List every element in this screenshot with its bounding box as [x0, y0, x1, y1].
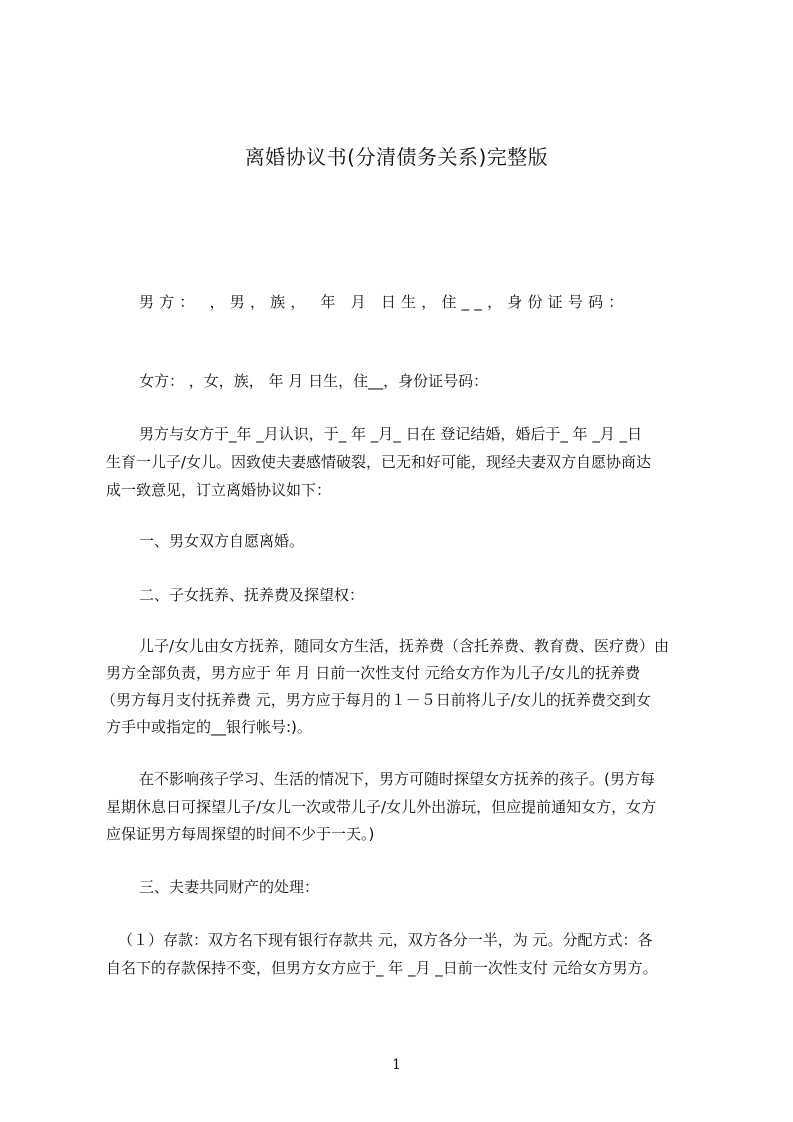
husband-info-line: 男方： ，男，族， 年 月 日生，住__，身份证号码： — [139, 293, 629, 311]
section-heading-property: 三、夫妻共同财产的处理： — [139, 878, 320, 896]
visitation-line-1: 在不影响孩子学习、生活的情况下，男方可随时探望女方抚养的孩子。(男方每 — [139, 770, 655, 788]
document-title: 离婚协议书(分清债务关系)完整版 — [244, 145, 549, 169]
intro-line-2: 生育一儿子/女儿。因致使夫妻感情破裂，已无和好可能，现经夫妻双方自愿协商达 — [106, 453, 652, 471]
wife-info-line: 女方： ，女，族， 年 月 日生，住__，身份证号码： — [139, 372, 489, 390]
savings-line-2: 自名下的存款保持不变，但男方女方应于_ 年 _月 _日前一次性支付 元给女方男方。 — [106, 959, 658, 977]
page-number: 1 — [392, 1057, 401, 1073]
savings-line-1: （１）存款：双方名下现有银行存款共 元，双方各分一半，为 元。分配方式：各 — [118, 931, 653, 949]
custody-line-1: 儿子/女儿由女方抚养，随同女方生活，抚养费（含托养费、教育费、医疗费）由 — [139, 637, 670, 655]
visitation-line-2: 星期休息日可探望儿子/女儿一次或带儿子/女儿外出游玩，但应提前通知女方，女方 — [106, 798, 657, 816]
visitation-line-3: 应保证男方每周探望的时间不少于一天。) — [106, 825, 375, 843]
intro-line-1: 男方与女方于_年 _月认识，于_ 年 _月_ 日在 登记结婚，婚后于_ 年 _月 _日 — [139, 425, 643, 443]
custody-line-4: 方手中或指定的__银行帐号:)。 — [106, 718, 312, 736]
section-heading-children: 二、子女抚养、抚养费及探望权： — [139, 586, 365, 604]
intro-line-3: 成一致意见，订立离婚协议如下： — [106, 481, 332, 499]
custody-line-2: 男方全部负责，男方应于 年 月 日前一次性支付 元给女方作为儿子/女儿的抚养费 — [106, 664, 641, 682]
custody-line-3: （男方每月支付抚养费 元，男方应于每月的１－５日前将儿子/女儿的抚养费交到女 — [101, 691, 651, 709]
section-heading-divorce: 一、男女双方自愿离婚。 — [139, 532, 305, 550]
